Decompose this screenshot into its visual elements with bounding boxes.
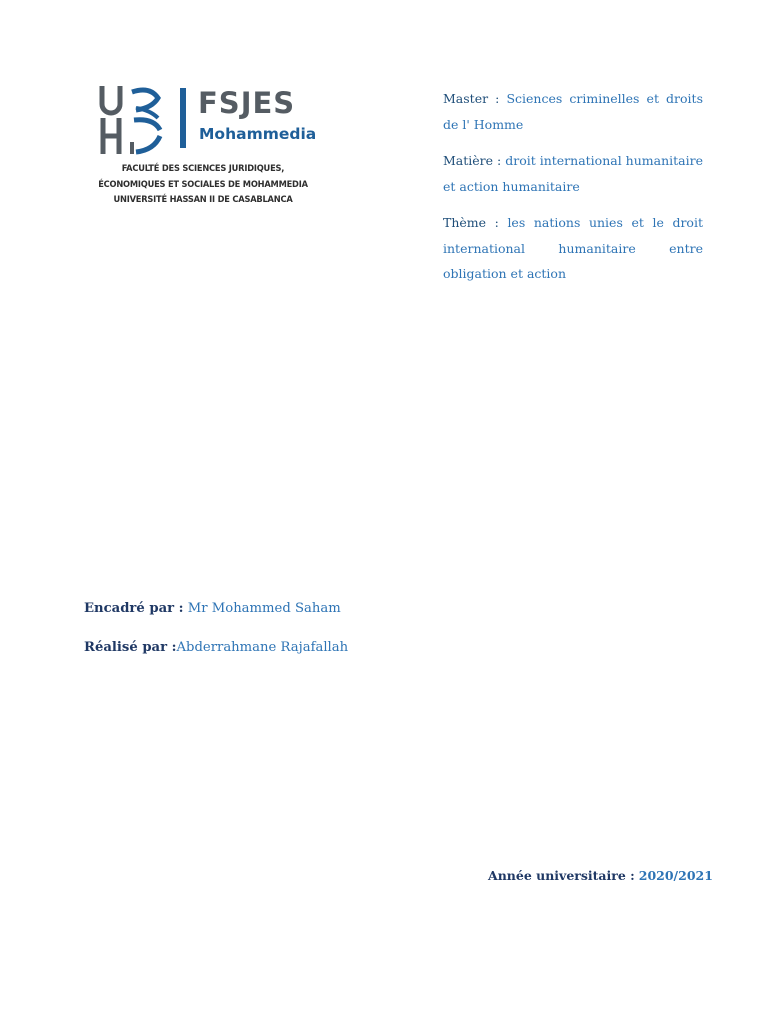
academic-year-label: Année universitaire : [488, 868, 635, 883]
matiere-paragraph [443, 148, 703, 199]
theme-paragraph [443, 210, 703, 287]
course-info [443, 86, 703, 298]
author-name: Abderrahmane Rajafallah [176, 640, 349, 655]
faculty-logo [98, 84, 317, 209]
academic-year-value: 2020/2021 [638, 868, 713, 883]
author-line [84, 640, 348, 655]
logo-faculty-line1: FACULTÉ DES SCIENCES JURIDIQUES, [121, 163, 285, 174]
master-label: Master : [443, 91, 500, 106]
logo-faculty-line2: ÉCONOMIQUES ET SOCIALES DE MOHAMMEDIA [98, 179, 308, 190]
academic-year-line [488, 868, 713, 883]
theme-value: les nations unies et le droit international humanitaire entre obligation et action [443, 215, 703, 281]
master-paragraph [443, 86, 703, 137]
matiere-value: droit international humanitaire et action humanitaire [443, 153, 703, 194]
logo-acronym: FSJES [198, 86, 296, 120]
logo-city: Mohammedia [199, 125, 317, 143]
logo-divider [180, 88, 186, 148]
uh2c-monogram-icon [98, 84, 168, 156]
logo-university-line: UNIVERSITÉ HASSAN II DE CASABLANCA [113, 194, 293, 205]
supervisor-line [84, 601, 341, 616]
supervisor-label: Encadré par : [84, 601, 184, 616]
master-value: Sciences criminelles et droits de l' Homme [443, 91, 703, 132]
supervisor-name: Mr Mohammed Saham [187, 601, 341, 616]
matiere-label: Matière : [443, 153, 502, 168]
author-label: Réalisé par : [84, 640, 177, 655]
theme-label: Thème : [443, 215, 499, 230]
